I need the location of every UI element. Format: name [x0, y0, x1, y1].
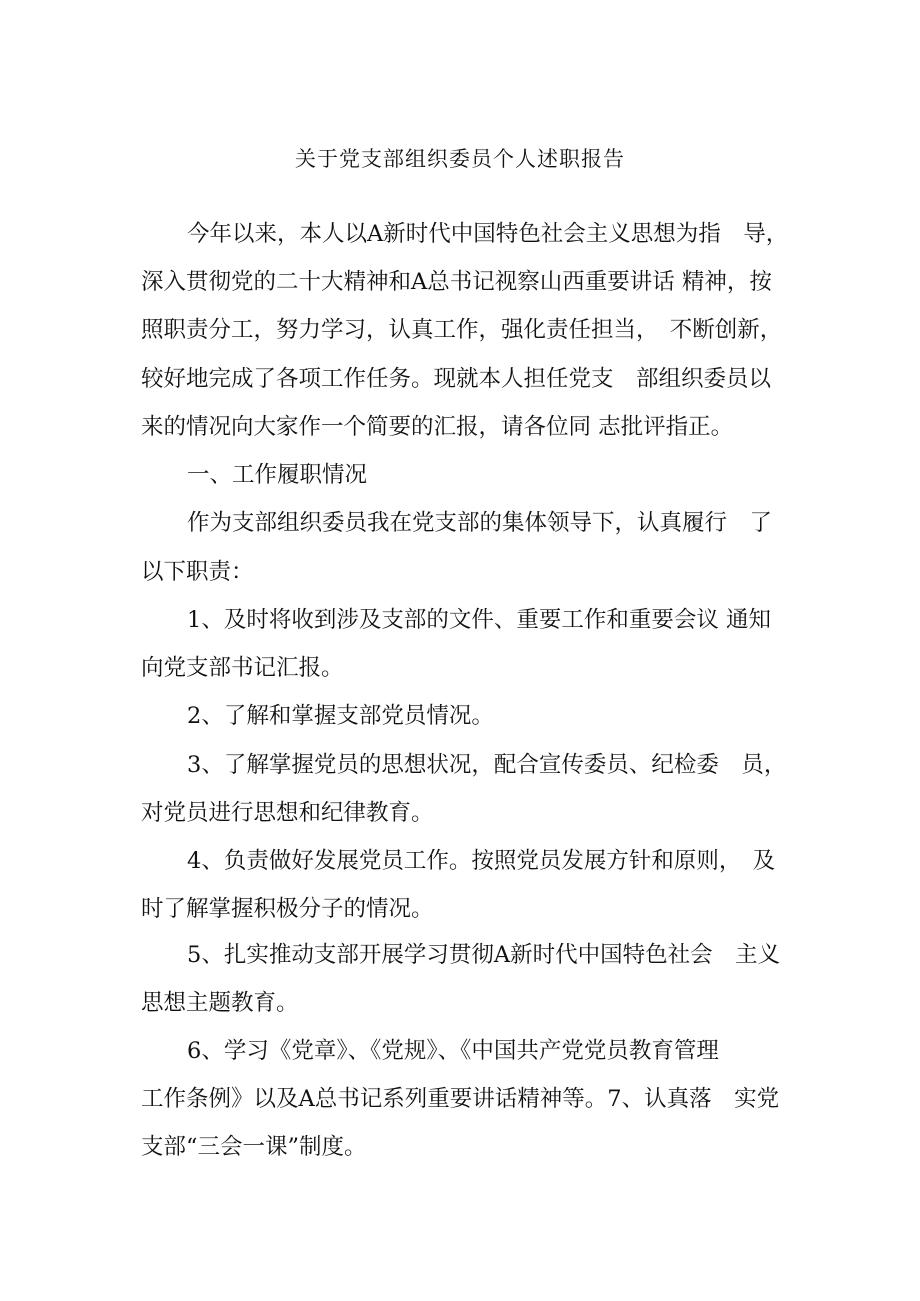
list-item-line: 4、负责做好发展党员工作。按照党员发展方针和原则， 及 [187, 848, 776, 874]
body-line: 照职责分工，努力学习，认真工作，强化责任担当， 不断创新， [141, 317, 783, 343]
list-item-line: 向党支部书记汇报。 [141, 655, 344, 681]
list-item-line: 支部“三会一课”制度。 [141, 1134, 367, 1160]
list-item-line: 对党员进行思想和纪律教育。 [141, 800, 434, 826]
body-line: 来的情况向大家作一个简要的汇报，请各位同 志批评指正。 [141, 414, 734, 440]
list-item-line: 1、及时将收到涉及支部的文件、重要工作和重要会议 通知 [187, 607, 771, 633]
body-line: 较好地完成了各项工作任务。现就本人担任党支 部组织委员以 [141, 366, 772, 392]
body-line: 作为支部组织委员我在党支部的集体领导下，认真履行 了 [187, 510, 773, 536]
list-item-line: 思想主题教育。 [141, 990, 299, 1016]
body-line: 今年以来，本人以A新时代中国特色社会主义思想为指 导， [187, 221, 789, 247]
list-item-line: 6、学习《党章》、《党规》、《中国共产党党员教育管理 [187, 1038, 719, 1064]
list-item-line: 5、扎实推动支部开展学习贯彻A新时代中国特色社会 主义 [187, 942, 781, 968]
list-item-line: 3、了解掌握党员的思想状况，配合宣传委员、纪检委 员， [187, 752, 787, 778]
body-line: 以下职责： [141, 559, 254, 585]
list-item-line: 时了解掌握积极分子的情况。 [141, 896, 434, 922]
section-heading: 一、工作履职情况 [187, 462, 368, 488]
list-item-line: 工作条例》以及A总书记系列重要讲话精神等。7、认真落 实党 [141, 1086, 780, 1112]
document-title: 关于党支部组织委员个人述职报告 [295, 147, 625, 171]
body-line: 深入贯彻党的二十大精神和A总书记视察山西重要讲话 精神，按 [141, 269, 772, 295]
list-item-line: 2、了解和掌握支部党员情况。 [187, 703, 494, 729]
